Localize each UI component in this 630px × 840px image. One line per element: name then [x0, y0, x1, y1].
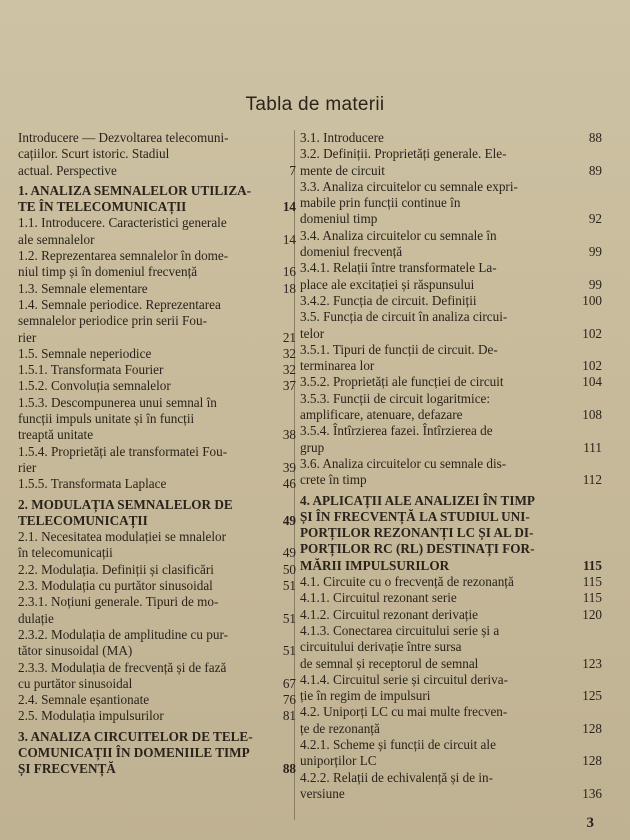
toc-entry-title: 3.4.1. Relații între transformatele La- place ale excitației și răspunsului — [300, 260, 497, 292]
toc-entry — [300, 607, 602, 623]
toc-entry-page: 125 — [582, 688, 602, 704]
toc-entry-page: 51 — [282, 578, 296, 594]
toc-entry-page: 111 — [583, 439, 602, 455]
toc-entry — [300, 260, 602, 293]
toc-entry-page: 46 — [282, 476, 296, 492]
toc-entry-title: 4.1.3. Conectarea circuitului serie și a circuitului derivație între sursa de semnal și receptorul de semnal — [300, 622, 500, 671]
toc-entry-page: 104 — [582, 374, 602, 390]
toc-entry-title: 3.5.2. Proprietăți ale funcției de circuit — [300, 374, 504, 390]
toc-entry-page: 115 — [582, 574, 602, 590]
toc-entry-title: 2.3. Modulația cu purtător sinusoidal — [18, 578, 213, 594]
toc-entry — [18, 562, 296, 578]
toc-entry-title: 4. APLICAȚII ALE ANALIZEI ÎN TIMP ȘI ÎN FRECVENȚĂ LA STUDIUL UNI- PORȚILOR REZONANȚI LC ȘI AL DI- PORȚILOR RC (RL) DESTINAȚI FOR- MĂRII IMPULSURILOR — [300, 492, 535, 573]
toc-entry — [300, 574, 602, 590]
toc-entry-page: 99 — [588, 244, 602, 260]
toc-entry — [18, 692, 296, 708]
toc-entry-page: 16 — [282, 264, 296, 280]
toc-entry-page: 99 — [588, 276, 602, 292]
toc-entry-title: 4.2.1. Scheme și funcții de circuit ale uniporților LC — [300, 736, 496, 769]
toc-entry — [18, 708, 296, 724]
toc-entry — [18, 248, 296, 281]
toc-entry-page: 136 — [582, 785, 602, 801]
toc-entry — [300, 391, 602, 424]
toc-entry-page: 123 — [582, 655, 602, 671]
toc-entry-title: 3.1. Introducere — [300, 130, 384, 145]
toc-entry-title: 2.1. Necesitatea modulației se mnalelor în telecomunicații — [18, 529, 226, 561]
toc-entry-page: 49 — [282, 545, 296, 561]
toc-entry-title: 2.4. Semnale eșantionate — [18, 692, 150, 708]
toc-entry — [300, 672, 602, 705]
toc-right-column — [300, 130, 602, 802]
toc-entry-title: 3.2. Definiții. Proprietăți generale. Ele- mente de circuit — [300, 146, 507, 178]
toc-entry — [18, 627, 296, 660]
toc-entry — [300, 228, 602, 261]
toc-chapter-entry — [18, 729, 296, 778]
toc-entry-page: 102 — [582, 325, 602, 341]
toc-entry-page: 81 — [282, 708, 296, 724]
toc-entry-title: 4.1. Circuite cu o frecvență de rezonanță — [300, 574, 514, 590]
toc-entry-page: 92 — [588, 211, 602, 227]
toc-chapter-entry — [300, 493, 602, 574]
toc-entry-page: 18 — [282, 280, 296, 296]
toc-entry-page: 120 — [582, 606, 602, 622]
toc-entry-title: 3.5.3. Funcții de circuit logaritmice: amplificare, atenuare, defazare — [300, 390, 491, 423]
page-number: 3 — [586, 815, 594, 831]
toc-entry — [300, 456, 602, 489]
toc-entry-title: 1.5.2. Convoluția semnalelor — [18, 378, 171, 394]
toc-entry-title: 3.3. Analiza circuitelor cu semnale expri- mabile prin funcții continue în domeniul timp — [300, 178, 518, 227]
toc-entry-page: 21 — [282, 329, 296, 345]
toc-entry-title: 4.1.2. Circuitul rezonant derivație — [300, 606, 478, 622]
toc-entry-page: 67 — [282, 675, 296, 691]
toc-entry — [300, 374, 602, 390]
toc-entry-title: 1.4. Semnale periodice. Reprezentarea semnalelor periodice prin serii Fou- rier — [18, 296, 221, 345]
toc-entry — [18, 378, 296, 394]
toc-entry-title: 1.2. Reprezentarea semnalelor în dome- niul timp și în domeniul frecvență — [18, 248, 229, 280]
toc-entry-page: 128 — [582, 753, 602, 769]
toc-entry — [18, 362, 296, 378]
toc-entry-title: 1.3. Semnale elementare — [18, 280, 148, 296]
toc-entry-page: 51 — [282, 610, 296, 626]
toc-entry-title: 2.2. Modulația. Definiții și clasificări — [18, 561, 214, 577]
toc-entry — [18, 130, 296, 179]
toc-entry-page: 14 — [282, 231, 296, 247]
toc-entry — [18, 444, 296, 477]
toc-entry-title: 2.3.2. Modulația de amplitudine cu pur- tător sinusoidal (MA) — [18, 626, 228, 659]
toc-entry-page: 37 — [282, 378, 296, 394]
toc-entry-title: 2.3.1. Noțiuni generale. Tipuri de mo- dulație — [18, 594, 219, 626]
toc-entry-title: 3.5.1. Tipuri de funcții de circuit. De- terminarea lor — [300, 341, 498, 374]
toc-entry-page: 108 — [582, 407, 602, 423]
toc-entry-page: 49 — [282, 512, 296, 528]
toc-entry-page: 50 — [282, 561, 296, 577]
toc-chapter-entry — [18, 183, 296, 216]
toc-entry-title: 1. ANALIZA SEMNALELOR UTILIZA- TE ÎN TELECOMUNICAȚII — [18, 182, 252, 215]
toc-entry-page: 14 — [282, 199, 296, 215]
toc-entry-title: 3.4. Analiza circuitelor cu semnale în domeniul frecvență — [300, 227, 497, 260]
toc-entry-title: 1.5. Semnale neperiodice — [18, 345, 152, 361]
toc-entry-title: 4.2.2. Relații de echivalență și de in- versiune — [300, 769, 493, 801]
toc-entry-title: 1.1. Introducere. Caracteristici generale ale semnalelor — [18, 215, 227, 247]
toc-entry-page: 100 — [582, 292, 602, 308]
toc-entry-title: 1.5.5. Transformata Laplace — [18, 476, 167, 492]
toc-entry-title: 3.4.2. Funcția de circuit. Definiții — [300, 292, 477, 308]
toc-entry-title: 2.5. Modulația impulsurilor — [18, 708, 164, 724]
toc-entry-title: 1.5.3. Descompunerea unui semnal în funcții impuls unitate și în funcții treaptă unitate — [18, 394, 217, 443]
toc-entry-title: 2. MODULAȚIA SEMNALELOR DE TELECOMUNICAȚII — [18, 496, 233, 528]
toc-entry — [300, 423, 602, 456]
toc-entry-title: 3.6. Analiza circuitelor cu semnale dis- crete în timp — [300, 455, 507, 488]
toc-entry-page: 7 — [289, 162, 296, 178]
toc-entry — [18, 660, 296, 693]
toc-entry — [300, 737, 602, 770]
toc-entry — [300, 342, 602, 375]
toc-entry-title: 3. ANALIZA CIRCUITELOR DE TELE- COMUNICAȚII ÎN DOMENIILE TIMP ȘI FRECVENȚĂ — [18, 728, 253, 777]
toc-entry-page: 51 — [282, 643, 296, 659]
toc-entry-title: 3.5.4. Întîrzierea fazei. Întîrzierea de grup — [300, 423, 493, 455]
toc-entry-title: 4.2. Uniporți LC cu mai multe frecven- țe de rezonanță — [300, 704, 508, 736]
toc-entry-page: 38 — [282, 427, 296, 443]
toc-entry — [300, 309, 602, 342]
toc-entry — [18, 578, 296, 594]
toc-entry — [18, 529, 296, 562]
toc-entry-page: 32 — [282, 345, 296, 361]
toc-entry-title: 2.3.3. Modulația de frecvență și de fază cu purtător sinusoidal — [18, 659, 227, 691]
toc-entry-page: 88 — [282, 761, 296, 777]
toc-entry-page: 88 — [588, 130, 602, 145]
toc-entry-page: 39 — [282, 459, 296, 475]
toc-entry — [300, 179, 602, 228]
toc-entry-page: 115 — [582, 557, 602, 573]
toc-entry-page: 128 — [582, 720, 602, 736]
toc-entry-title: 1.5.1. Transformata Fourier — [18, 362, 164, 378]
page-title: Tabla de materii — [245, 94, 385, 115]
toc-entry — [18, 346, 296, 362]
toc-left-column — [18, 130, 296, 778]
toc-entry — [300, 770, 602, 803]
toc-entry — [18, 215, 296, 248]
toc-entry — [300, 146, 602, 179]
toc-entry — [18, 281, 296, 297]
toc-entry — [300, 704, 602, 737]
toc-entry — [300, 623, 602, 672]
toc-entry-page: 115 — [582, 590, 602, 606]
toc-entry-page: 76 — [282, 692, 296, 708]
toc-entry — [18, 395, 296, 444]
toc-entry-page: 32 — [282, 362, 296, 378]
toc-entry — [300, 293, 602, 309]
toc-entry-title: 3.5. Funcția de circuit în analiza circui- telor — [300, 309, 508, 341]
toc-entry-page: 112 — [582, 472, 602, 488]
toc-entry-page: 102 — [582, 358, 602, 374]
toc-entry — [300, 590, 602, 606]
toc-entry — [18, 476, 296, 492]
toc-entry-title: 4.1.4. Circuitul serie și circuitul deriva- ție în regim de impulsuri — [300, 671, 509, 704]
toc-entry-title: 4.1.1. Circuitul rezonant serie — [300, 590, 457, 606]
toc-entry-title: Introducere — Dezvoltarea telecomuni- cațiilor. Scurt istoric. Stadiul actual. Perspective — [18, 130, 229, 178]
toc-entry — [18, 594, 296, 627]
toc-entry-page: 89 — [588, 162, 602, 178]
toc-entry — [300, 130, 602, 146]
toc-chapter-entry — [18, 497, 296, 530]
toc-entry — [18, 297, 296, 346]
toc-entry-title: 1.5.4. Proprietăți ale transformatei Fou- rier — [18, 443, 228, 475]
